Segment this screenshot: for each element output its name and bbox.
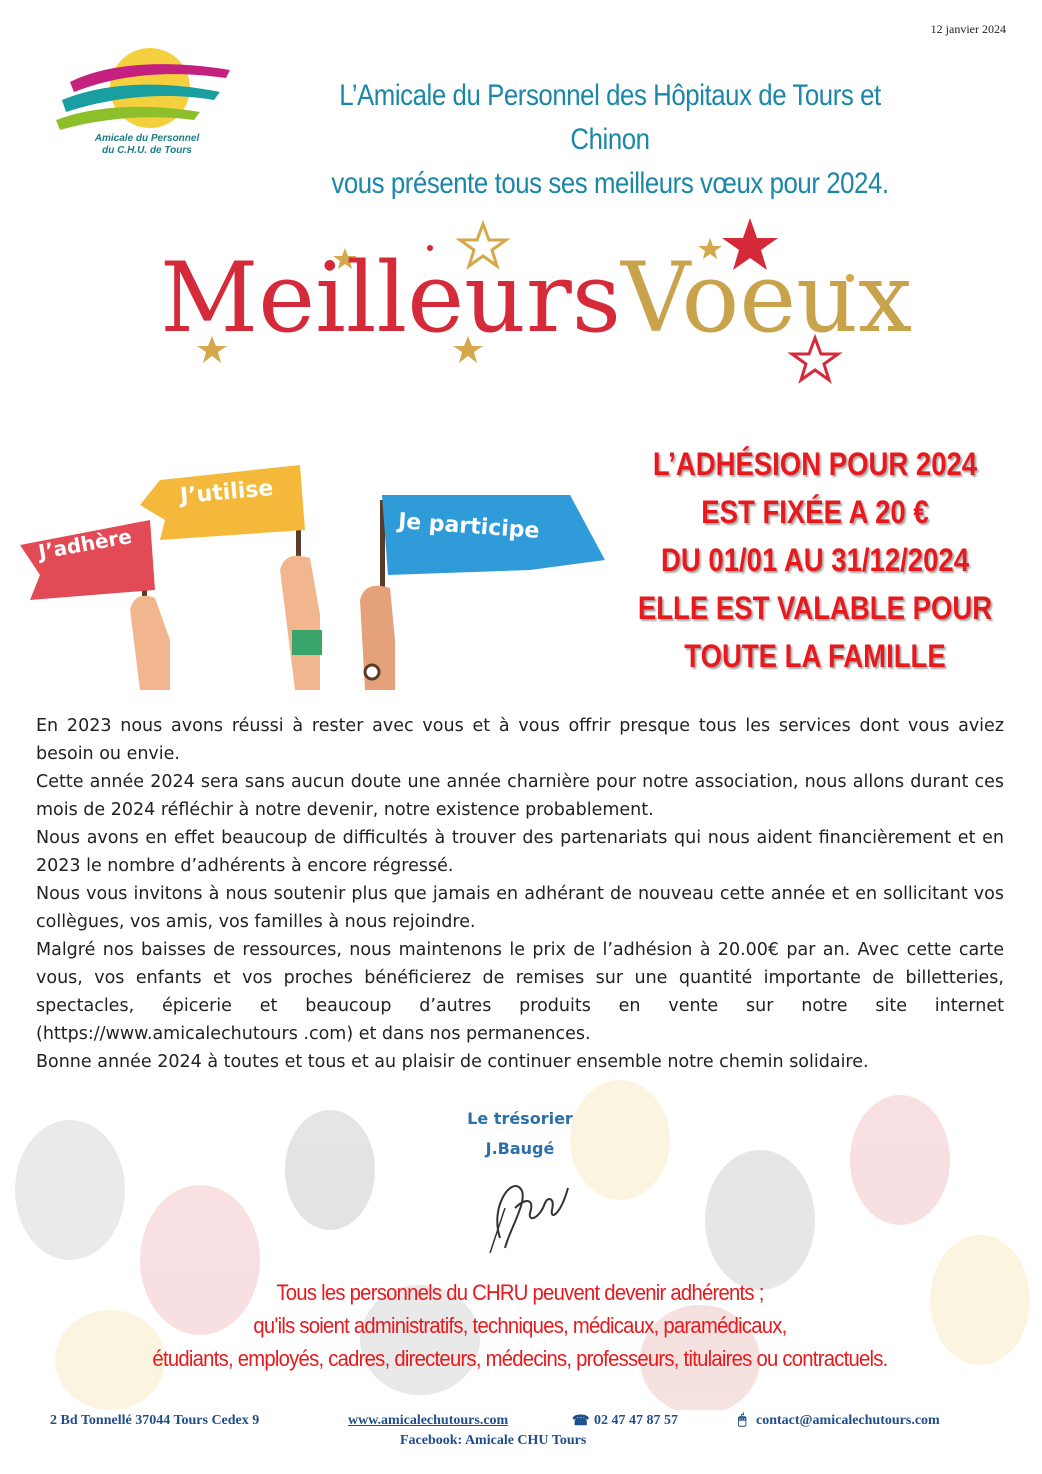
eligibility-line3: étudiants, employés, cadres, directeurs, médecins, professeurs, titulaires ou contractuels. xyxy=(152,1346,888,1371)
body-paragraph-3: Nous avons en effet beaucoup de difficultés à trouver des partenariats qui nous aident financièrement et en 2023 le nombre d’adhérents à encore régressé. xyxy=(36,828,1004,876)
phone-icon: ☎ xyxy=(572,1414,590,1429)
page-header xyxy=(300,74,919,206)
signature-name: J.Baugé xyxy=(485,1139,555,1158)
mouse-icon: 🖱 xyxy=(738,1413,747,1428)
membership-notice xyxy=(630,440,1000,680)
flag-label-yellow: J’utilise xyxy=(179,475,275,510)
eligibility-line1: Tous les personnels du CHRU peuvent devenir adhérents ; xyxy=(276,1280,764,1305)
letter-body xyxy=(36,712,1004,1076)
body-paragraph-1: En 2023 nous avons réussi à rester avec vous et à vous offrir presque tous les services dont vous aviez besoin ou envie. xyxy=(36,716,1004,764)
header-line2: vous présente tous ses meilleurs vœux pour 2024. xyxy=(331,167,889,200)
facebook-link[interactable]: Facebook: Amicale CHU Tours xyxy=(400,1433,587,1448)
membership-line1: L’ADHÉSION POUR 2024 xyxy=(652,446,978,482)
body-paragraph-6: Bonne année 2024 à toutes et tous et au plaisir de continuer ensemble notre chemin solidaire. xyxy=(36,1052,869,1072)
membership-line4: ELLE EST VALABLE POUR xyxy=(637,590,993,626)
handwritten-signature xyxy=(460,1168,590,1258)
banner-word-voeux: Voeux xyxy=(621,242,913,354)
flags-illustration xyxy=(10,440,610,690)
body-paragraph-2: Cette année 2024 sera sans aucun doute une année charnière pour notre association, nous allons durant ces mois de 2024 réfléchir à notre devenir, notre existence probablement. xyxy=(36,772,1004,820)
contact-footer xyxy=(50,1413,1010,1448)
eligibility-note xyxy=(97,1276,943,1375)
contact-email[interactable]: contact@amicalechutours.com xyxy=(756,1413,940,1428)
header-line1: L’Amicale du Personnel des Hôpitaux de Tours et Chinon xyxy=(339,79,881,156)
contact-address: 2 Bd Tonnellé 37044 Tours Cedex 9 xyxy=(50,1413,260,1428)
flag-label-red: J’adhère xyxy=(36,524,134,564)
contact-phone: 02 47 47 87 57 xyxy=(594,1413,678,1428)
logo-caption-line2: du C.H.U. de Tours xyxy=(102,145,192,156)
logo-caption xyxy=(82,133,212,157)
greeting-banner xyxy=(160,228,913,368)
body-paragraph-5: Malgré nos baisses de ressources, nous maintenons le prix de l’adhésion à 20.00€ par an. Avec cette carte vous, vos enfants et vos proches bénéficierez de remises sur une quantité importante de billetteries, spectacles, épicerie et beaucoup d’autres produits en vente sur notre site internet (https://www.amicalechutours .com) et dans nos permanences. xyxy=(36,940,1004,1044)
signature-title: Le trésorier xyxy=(467,1109,573,1128)
membership-line5: TOUTE LA FAMILLE xyxy=(684,638,946,674)
membership-line2: EST FIXÉE A 20 € xyxy=(701,494,929,530)
membership-line3: DU 01/01 AU 31/12/2024 xyxy=(660,542,970,578)
eligibility-line2: qu'ils soient administratifs, techniques, médicaux, paramédicaux, xyxy=(253,1313,787,1338)
website-link[interactable]: www.amicalechutours.com xyxy=(348,1413,509,1428)
flag-label-blue: Je participe xyxy=(397,509,541,544)
signature-block xyxy=(420,1104,620,1164)
document-date: 12 janvier 2024 xyxy=(930,22,1006,36)
body-paragraph-4: Nous vous invitons à nous soutenir plus que jamais en adhérant de nouveau cette année et en sollicitant vos collègues, vos amis, vos familles à nous rejoindre. xyxy=(36,884,1004,932)
banner-word-meilleurs: Meilleurs xyxy=(160,242,622,354)
logo-caption-line1: Amicale du Personnel xyxy=(94,133,200,144)
